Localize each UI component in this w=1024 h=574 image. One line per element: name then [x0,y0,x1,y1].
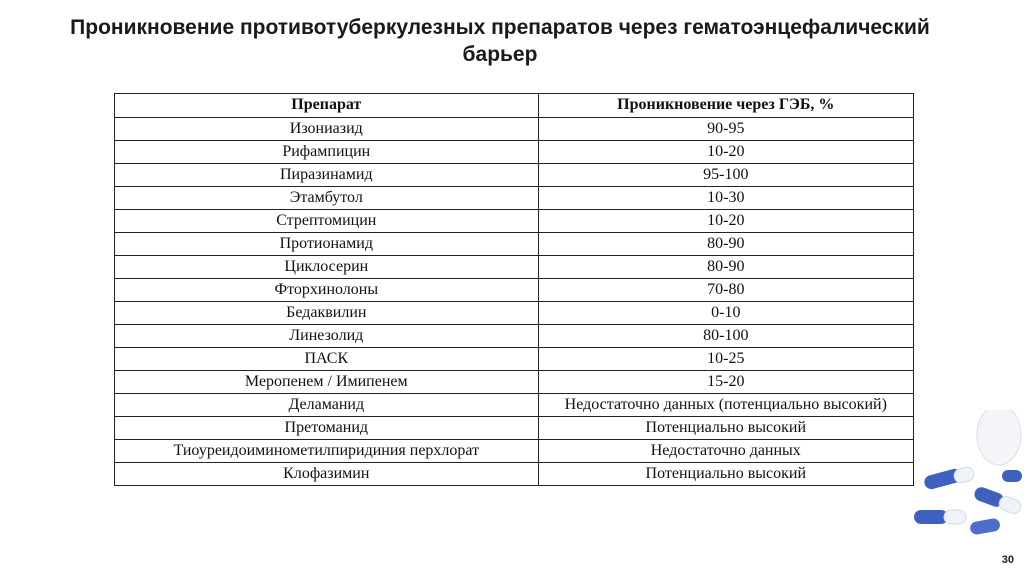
drug-name-cell: Этамбутол [115,187,539,210]
penetration-value-cell: 10-25 [538,348,913,371]
drug-name-cell: Рифампицин [115,141,539,164]
table-row [115,210,914,233]
table-row [115,256,914,279]
table-row [115,440,914,463]
drug-name-cell: Деламанид [115,394,539,417]
table-row [115,417,914,440]
table-row [115,463,914,486]
pills-decoration [904,410,1024,540]
table-row [115,187,914,210]
penetration-value-cell: 80-100 [538,325,913,348]
penetration-value-cell: 80-90 [538,256,913,279]
header-penetration: Проникновение через ГЭБ, % [538,94,913,118]
drug-name-cell: Фторхинолоны [115,279,539,302]
table-row [115,302,914,325]
penetration-value-cell: 90-95 [538,118,913,141]
drug-name-cell: Протионамид [115,233,539,256]
penetration-value-cell: 15-20 [538,371,913,394]
penetration-value-cell: Недостаточно данных (потенциально высокий) [538,394,913,417]
penetration-value-cell: 70-80 [538,279,913,302]
penetration-value-cell: Потенциально высокий [538,417,913,440]
table-row [115,118,914,141]
drug-name-cell: ПАСК [115,348,539,371]
drug-name-cell: Линезолид [115,325,539,348]
penetration-table-container [114,93,914,486]
penetration-value-cell: Потенциально высокий [538,463,913,486]
drug-name-cell: Изониазид [115,118,539,141]
penetration-value-cell: 10-20 [538,141,913,164]
drug-name-cell: Клофазимин [115,463,539,486]
penetration-value-cell: 10-30 [538,187,913,210]
drug-name-cell: Стрептомицин [115,210,539,233]
header-drug: Препарат [115,94,539,118]
table-row [115,233,914,256]
slide-title: Проникновение противотуберкулезных препаратов через гематоэнцефалический барьер [70,16,930,66]
penetration-value-cell: 80-90 [538,233,913,256]
penetration-value-cell: 95-100 [538,164,913,187]
drug-name-cell: Бедаквилин [115,302,539,325]
page-number: 30 [1001,554,1014,566]
drug-name-cell: Тиоуреидоиминометилпиридиния перхлорат [115,440,539,463]
table-row [115,141,914,164]
table-row [115,394,914,417]
drug-name-cell: Циклосерин [115,256,539,279]
drug-name-cell: Претоманид [115,417,539,440]
table-row [115,371,914,394]
drug-name-cell: Пиразинамид [115,164,539,187]
table-header-row [115,94,914,118]
penetration-value-cell: Недостаточно данных [538,440,913,463]
table-row [115,164,914,187]
table-row [115,279,914,302]
penetration-value-cell: 0-10 [538,302,913,325]
table-row [115,348,914,371]
table-row [115,325,914,348]
penetration-table [114,93,914,486]
drug-name-cell: Меропенем / Имипенем [115,371,539,394]
penetration-value-cell: 10-20 [538,210,913,233]
